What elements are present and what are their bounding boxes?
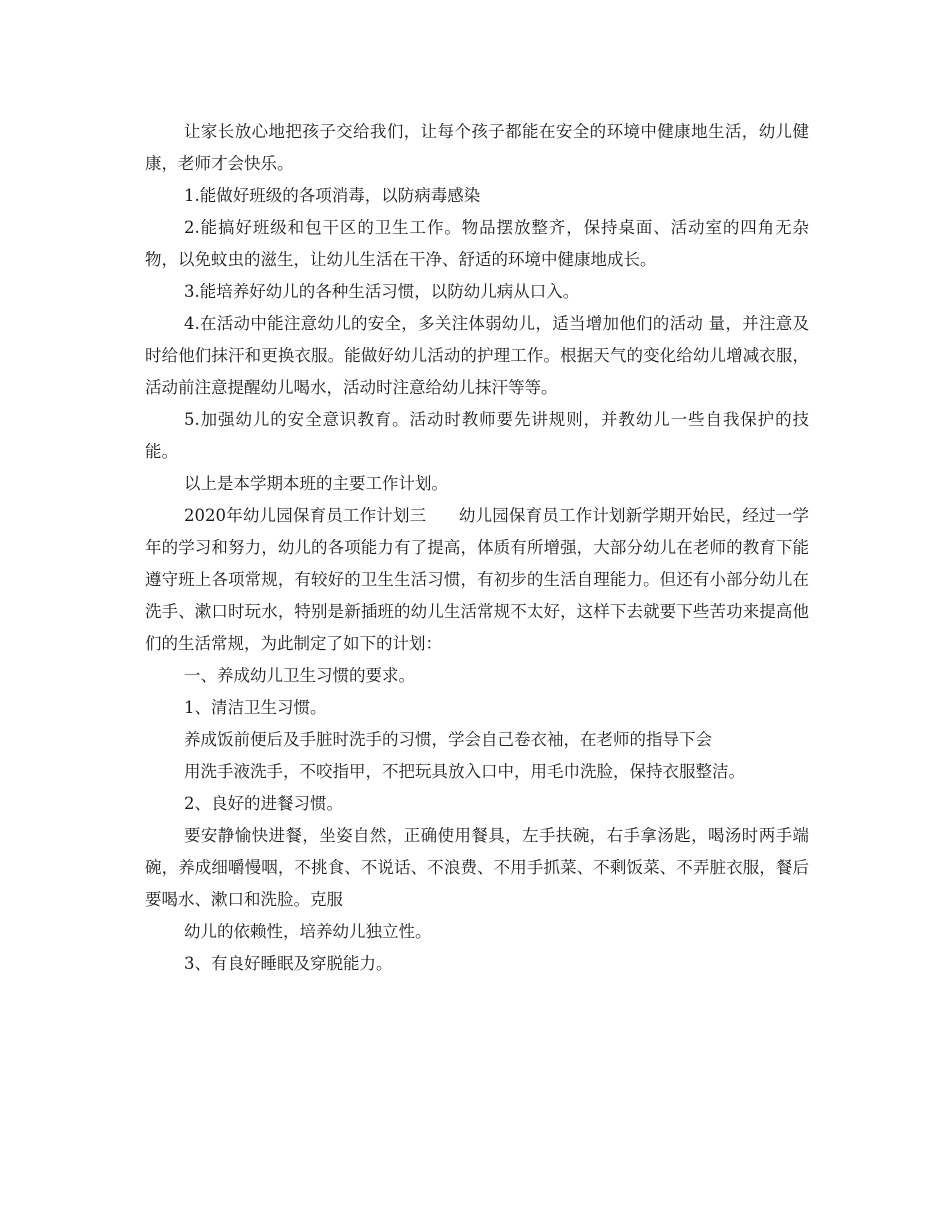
heading-sleep: 3、有良好睡眠及穿脱能力。 <box>184 954 393 973</box>
paragraph-independence: 幼儿的依赖性，培养幼儿独立性。 <box>184 922 432 941</box>
paragraph-item-3: 3.能培养好幼儿的各种生活习惯，以防幼儿病从口入。 <box>184 282 580 301</box>
paragraph-item-4: 4.在活动中能注意幼儿的安全，多关注体弱幼儿，适当增加他们的活动 量，并注意及时给他们抹汗和更换衣服。能做好幼儿活动的护理工作。根据天气的变化给幼儿增减衣服，活动前注意提醒幼儿喝水，活动时注意给幼儿抹汗等等。 <box>145 314 809 397</box>
document-body <box>145 116 809 980</box>
paragraph-cleanliness-1: 养成饭前便后及手脏时洗手的习惯，学会自己卷衣袖，在老师的指导下会 <box>184 730 712 749</box>
paragraph-item-1: 1.能做好班级的各项消毒，以防病毒感染 <box>184 186 481 205</box>
paragraph-intro: 让家长放心地把孩子交给我们，让每个孩子都能在安全的环境中健康地生活，幼儿健康，老师才会快乐。 <box>145 122 809 173</box>
heading-section-one: 一、养成幼儿卫生习惯的要求。 <box>184 666 415 685</box>
heading-eating: 2、良好的进餐习惯。 <box>184 794 343 813</box>
paragraph-item-5: 5.加强幼儿的安全意识教育。活动时教师要先讲规则，并教幼儿一些自我保护的技能。 <box>145 410 809 461</box>
paragraph-item-2: 2.能搞好班级和包干区的卫生工作。物品摆放整齐，保持桌面、活动室的四角无杂物，以免蚊虫的滋生，让幼儿生活在干净、舒适的环境中健康地成长。 <box>145 218 809 269</box>
paragraph-plan-three: 2020年幼儿园保育员工作计划三 幼儿园保育员工作计划新学期开始民，经过一学年的学习和努力，幼儿的各项能力有了提高，体质有所增强，大部分幼儿在老师的教育下能遵守班上各项常规，有较好的卫生生活习惯，有初步的生活自理能力。但还有小部分幼儿在洗手、漱口时玩水，特别是新插班的幼儿生活常规不太好，这样下去就要下些苦功来提高他们的生活常规，为此制定了如下的计划： <box>145 506 809 653</box>
paragraph-eating: 要安静愉快进餐，坐姿自然，正确使用餐具，左手扶碗，右手拿汤匙，喝汤时两手端碗，养成细嚼慢咽，不挑食、不说话、不浪费、不用手抓菜、不剩饭菜、不弄脏衣服，餐后要喝水、漱口和洗脸。克服 <box>145 826 809 909</box>
paragraph-summary: 以上是本学期本班的主要工作计划。 <box>184 474 448 493</box>
heading-cleanliness: 1、清洁卫生习惯。 <box>184 698 327 717</box>
paragraph-cleanliness-2: 用洗手液洗手，不咬指甲，不把玩具放入口中，用毛巾洗脸，保持衣服整洁。 <box>184 762 745 781</box>
